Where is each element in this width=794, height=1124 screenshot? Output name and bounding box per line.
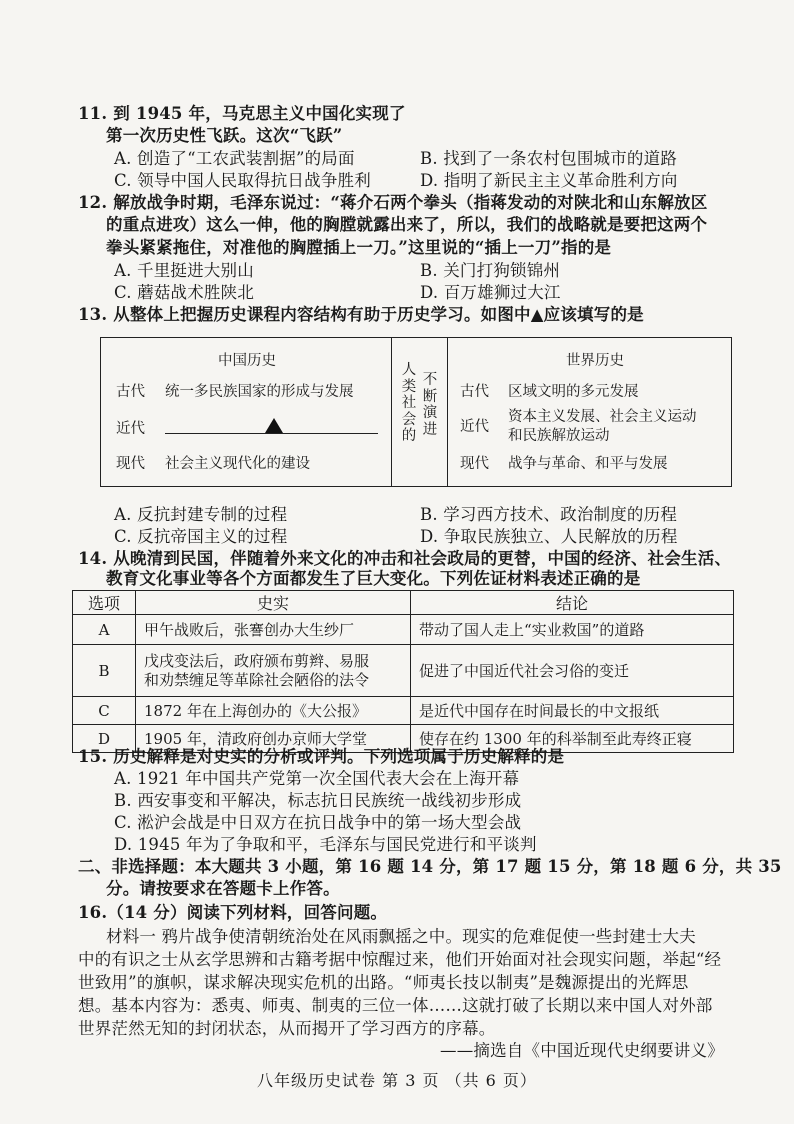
middle-char: 社 bbox=[401, 395, 417, 411]
material1-line1: 材料一 鸦片战争使清朝统治处在风雨飘摇之中。现实的危难促使一些封建士大夫 bbox=[106, 927, 696, 946]
q13-option-b: B. 学习西方技术、政治制度的历程 bbox=[420, 505, 678, 524]
middle-char: 人 bbox=[401, 362, 417, 378]
figure-divider-right bbox=[447, 338, 448, 486]
q12-option-c: C. 蘑菇战术胜陕北 bbox=[114, 283, 255, 302]
world-modern-text-2: 和民族解放运动 bbox=[508, 428, 610, 444]
middle-column-1 bbox=[401, 362, 417, 445]
middle-char: 不 bbox=[422, 372, 438, 388]
row-conclusion: 是近代中国存在时间最长的中文报纸 bbox=[411, 697, 734, 725]
q13-stem: 13. 从整体上把握历史课程内容结构有助于历史学习。如图中▲应该填写的是 bbox=[78, 305, 644, 324]
row-fact: 甲午战败后，张謇创办大生纱厂 bbox=[136, 615, 411, 645]
row-conclusion: 促进了中国近代社会习俗的变迁 bbox=[411, 645, 734, 697]
row-fact: 1872 年在上海创办的《大公报》 bbox=[136, 697, 411, 725]
q12-stem-line3: 拳头紧紧拖住，对准他的胸膛插上一刀。”这里说的“插上一刀”指的是 bbox=[106, 238, 612, 257]
world-contemporary-label: 现代 bbox=[460, 456, 489, 472]
q13-option-c: C. 反抗帝国主义的过程 bbox=[114, 527, 288, 546]
q15-option-a: A. 1921 年中国共产党第一次全国代表大会在上海开幕 bbox=[114, 769, 520, 788]
material1-line4: 想。基本内容为：悉夷、师夷、制夷的三位一体……这就打破了长期以来中国人对外部 bbox=[78, 996, 713, 1015]
china-contemporary-text: 社会主义现代化的建设 bbox=[165, 456, 310, 472]
q12-option-a: A. 千里挺进大别山 bbox=[114, 261, 254, 280]
row-fact-line: 和劝禁缠足等革除社会陋俗的法令 bbox=[144, 670, 370, 689]
row-conclusion: 带动了国人走上“实业救国”的道路 bbox=[411, 615, 734, 645]
q11-stem-line1: 11. 到 1945 年，马克思主义中国化实现了 bbox=[78, 104, 406, 123]
figure-divider-left bbox=[391, 338, 392, 486]
triangle-marker-icon bbox=[265, 418, 283, 433]
china-modern-label: 近代 bbox=[116, 421, 145, 437]
row-fact bbox=[136, 645, 411, 697]
world-modern-text-1: 资本主义发展、社会主义运动 bbox=[508, 409, 697, 425]
row-conclusion: 使存在约 1300 年的科举制至此寿终正寝 bbox=[411, 725, 734, 753]
middle-char: 会 bbox=[401, 411, 417, 428]
row-fact: 1905 年，清政府创办京师大学堂 bbox=[136, 725, 411, 753]
china-history-title: 中国历史 bbox=[218, 353, 276, 369]
answer-blank-line bbox=[165, 433, 378, 434]
material1-line2: 中的有识之士从玄学思辨和古籍考据中惊醒过来，他们开始面对社会现实问题，举起“经 bbox=[78, 950, 722, 969]
table-header-row bbox=[73, 591, 734, 615]
q15-option-b: B. 西安事变和平解决，标志抗日民族统一战线初步形成 bbox=[114, 791, 522, 810]
q14-table bbox=[72, 590, 734, 753]
q14-stem-line2: 教育文化事业等各个方面都发生了巨大变化。下列佐证材料表述正确的是 bbox=[106, 569, 641, 588]
middle-column-2 bbox=[422, 372, 438, 438]
material1-line3: 世致用”的旗帜，谋求解决现实危机的出路。“师夷长技以制夷”是魏源提出的光辉思 bbox=[78, 973, 689, 992]
middle-char: 的 bbox=[401, 428, 417, 444]
q12-stem-line1: 12. 解放战争时期，毛泽东说过：“蒋介石两个拳头（指蒋发动的对陕北和山东解放区 bbox=[78, 193, 708, 212]
header-conclusion: 结论 bbox=[411, 591, 734, 615]
table-row bbox=[73, 615, 734, 645]
q12-option-b: B. 关门打狗锁锦州 bbox=[420, 261, 561, 280]
middle-char: 类 bbox=[401, 378, 417, 395]
q11-option-b: B. 找到了一条农村包围城市的道路 bbox=[420, 149, 678, 168]
middle-char: 演 bbox=[422, 405, 438, 421]
middle-char: 断 bbox=[422, 388, 438, 405]
row-fact-line: 戊戌变法后，政府颁布剪辫、易服 bbox=[144, 651, 370, 670]
material1-line5: 世界茫然无知的封闭状态，从而揭开了学习西方的序幕。 bbox=[78, 1019, 496, 1038]
q11-stem-line2: 第一次历史性飞跃。这次“飞跃” bbox=[106, 126, 343, 145]
row-option: A bbox=[73, 615, 136, 645]
table-row bbox=[73, 697, 734, 725]
header-option: 选项 bbox=[73, 591, 136, 615]
material1-source: ——摘选自《中国近现代史纲要讲义》 bbox=[440, 1041, 724, 1060]
row-option: D bbox=[73, 725, 136, 753]
q11-option-a: A. 创造了“工农武装割据”的局面 bbox=[114, 149, 355, 168]
world-history-title: 世界历史 bbox=[566, 353, 624, 369]
q15-option-d: D. 1945 年为了争取和平，毛泽东与国民党进行和平谈判 bbox=[114, 835, 537, 854]
q12-option-d: D. 百万雄狮过大江 bbox=[420, 283, 561, 302]
q13-option-a: A. 反抗封建专制的过程 bbox=[114, 505, 288, 524]
q14-stem-line1: 14. 从晚清到民国，伴随着外来文化的冲击和社会政局的更替，中国的经济、社会生活、 bbox=[78, 549, 732, 568]
q11-option-d: D. 指明了新民主主义革命胜利方向 bbox=[420, 171, 678, 190]
world-modern-label: 近代 bbox=[460, 419, 489, 435]
section2-heading-line1: 二、非选择题：本大题共 3 小题，第 16 题 14 分，第 17 题 15 分，第 18 题 6 分，共 35 bbox=[78, 857, 782, 876]
header-fact: 史实 bbox=[136, 591, 411, 615]
q12-stem-line2: 的重点进攻）这么一伸，他的胸膛就露出来了，所以，我们的战略就是要把这两个 bbox=[106, 215, 708, 234]
row-option: C bbox=[73, 697, 136, 725]
q15-option-c: C. 淞沪会战是中日双方在抗日战争中的第一场大型会战 bbox=[114, 813, 522, 832]
q16-stem: 16.（14 分）阅读下列材料，回答问题。 bbox=[78, 903, 388, 922]
china-ancient-text: 统一多民族国家的形成与发展 bbox=[165, 384, 354, 400]
world-contemporary-text: 战争与革命、和平与发展 bbox=[508, 456, 668, 472]
world-ancient-label: 古代 bbox=[460, 384, 489, 400]
world-ancient-text: 区域文明的多元发展 bbox=[508, 384, 639, 400]
china-ancient-label: 古代 bbox=[116, 384, 145, 400]
china-contemporary-label: 现代 bbox=[116, 456, 145, 472]
middle-char: 进 bbox=[422, 421, 438, 438]
table-row bbox=[73, 645, 734, 697]
section2-heading-line2: 分。请按要求在答题卡上作答。 bbox=[106, 879, 340, 898]
q13-option-d: D. 争取民族独立、人民解放的历程 bbox=[420, 527, 678, 546]
q11-option-c: C. 领导中国人民取得抗日战争胜利 bbox=[114, 171, 371, 190]
page-footer: 八年级历史试卷 第 3 页 （共 6 页） bbox=[257, 1071, 537, 1090]
q15-stem: 15. 历史解释是对史实的分析或评判。下列选项属于历史解释的是 bbox=[78, 747, 565, 766]
row-option: B bbox=[73, 645, 136, 697]
